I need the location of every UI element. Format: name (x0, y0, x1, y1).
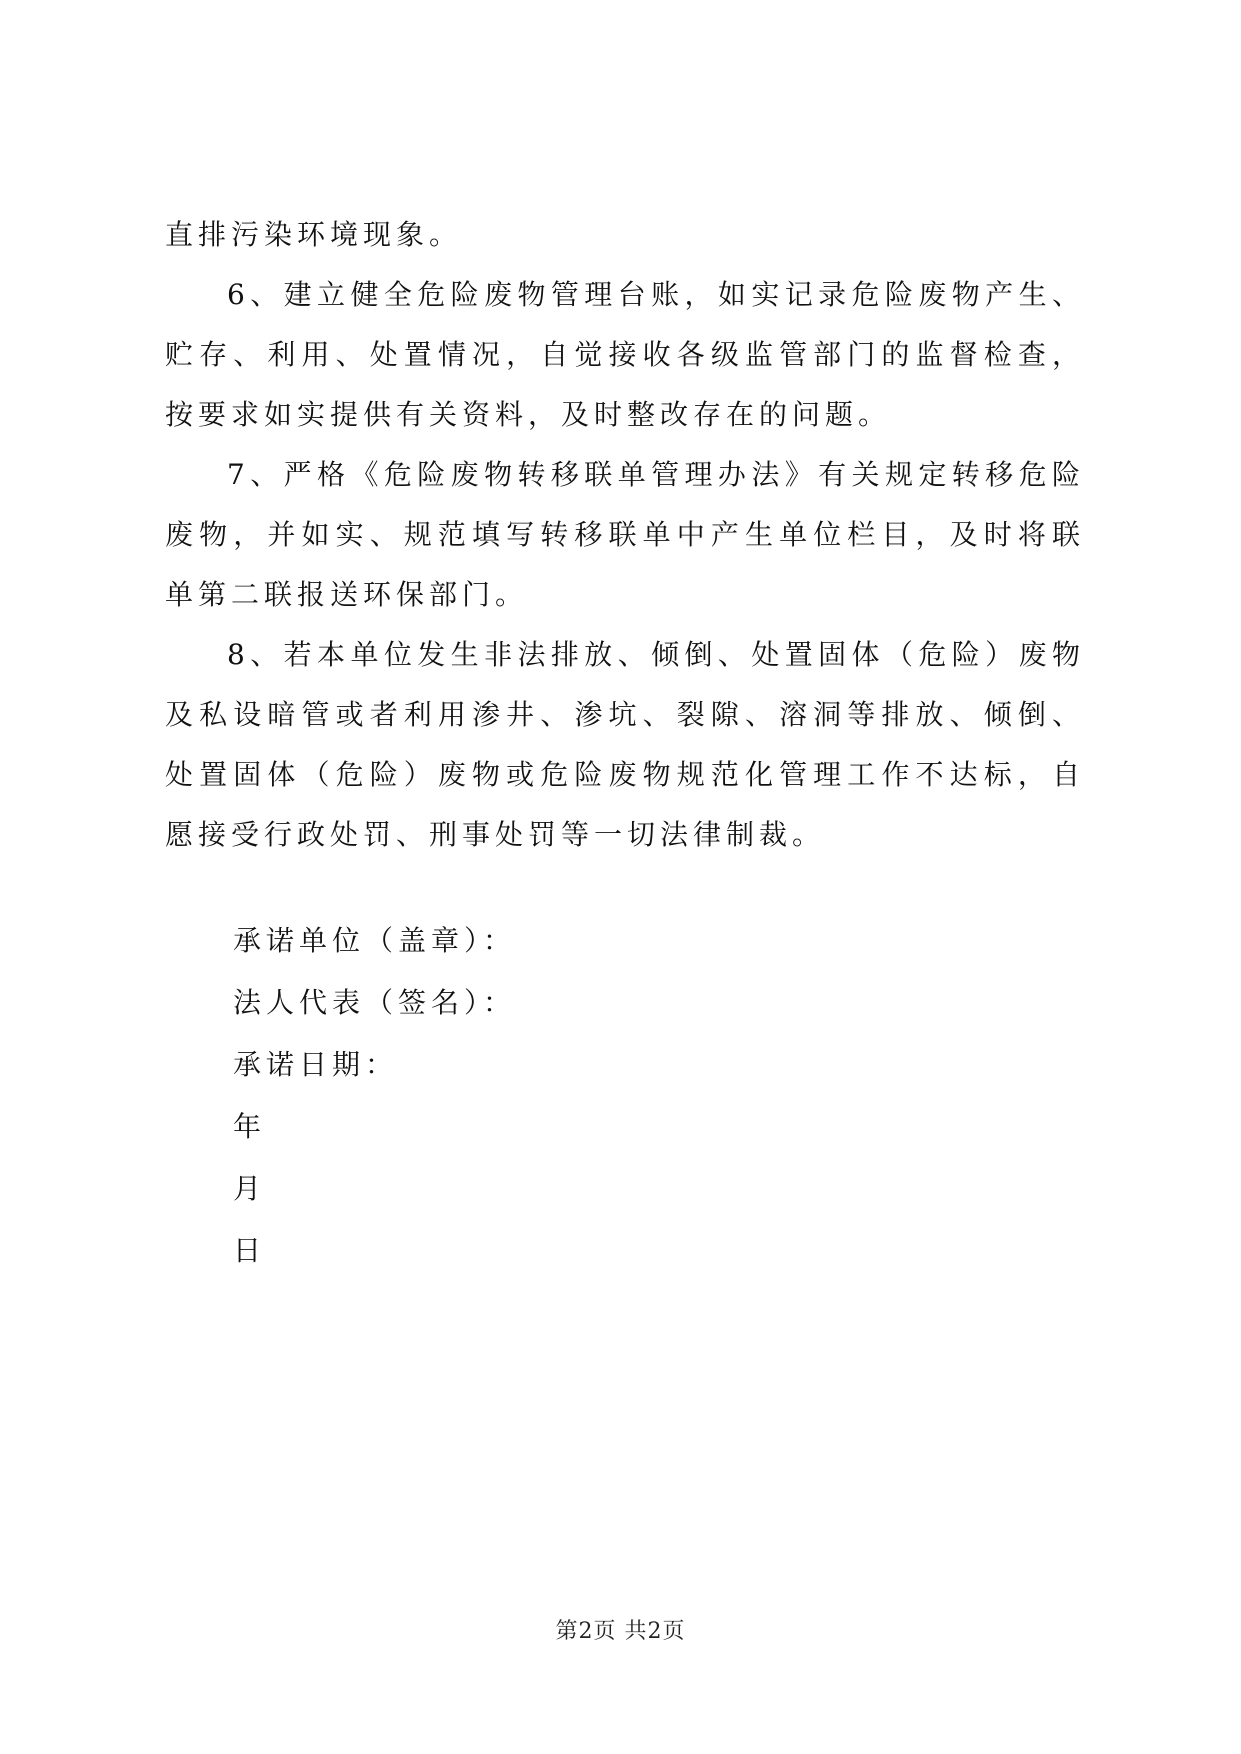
commitment-unit-label: 承诺单位（盖章）： (233, 924, 517, 957)
paragraph-item-6: 6、建立健全危险废物管理台账，如实记录危险废物产生、贮存、利用、处置情况，自觉接收各级监管部门的监督检查，按要求如实提供有关资料，及时整改存在的问题。 (165, 278, 1085, 431)
paragraph-item-8: 8、若本单位发生非法排放、倾倒、处置固体（危险）废物及私设暗管或者利用渗井、渗坑、裂隙、溶洞等排放、倾倒、处置固体（危险）废物或危险废物规范化管理工作不达标，自愿接受行政处罚、刑事处罚等一切法律制裁。 (165, 638, 1085, 851)
commitment-date-label: 承诺日期： (233, 1048, 399, 1081)
paragraph-continuation: 直排污染环境现象。 (165, 218, 463, 251)
date-month-label: 月 (233, 1172, 267, 1205)
legal-representative-label: 法人代表（签名）： (233, 986, 517, 1019)
signature-block (233, 910, 516, 1282)
document-body (165, 205, 1085, 865)
page-footer: 第2页 共2页 (555, 1619, 686, 1644)
paragraph-item-7: 7、严格《危险废物转移联单管理办法》有关规定转移危险废物，并如实、规范填写转移联单中产生单位栏目，及时将联单第二联报送环保部门。 (165, 458, 1085, 611)
date-day-label: 日 (233, 1234, 267, 1267)
date-year-label: 年 (233, 1110, 267, 1143)
